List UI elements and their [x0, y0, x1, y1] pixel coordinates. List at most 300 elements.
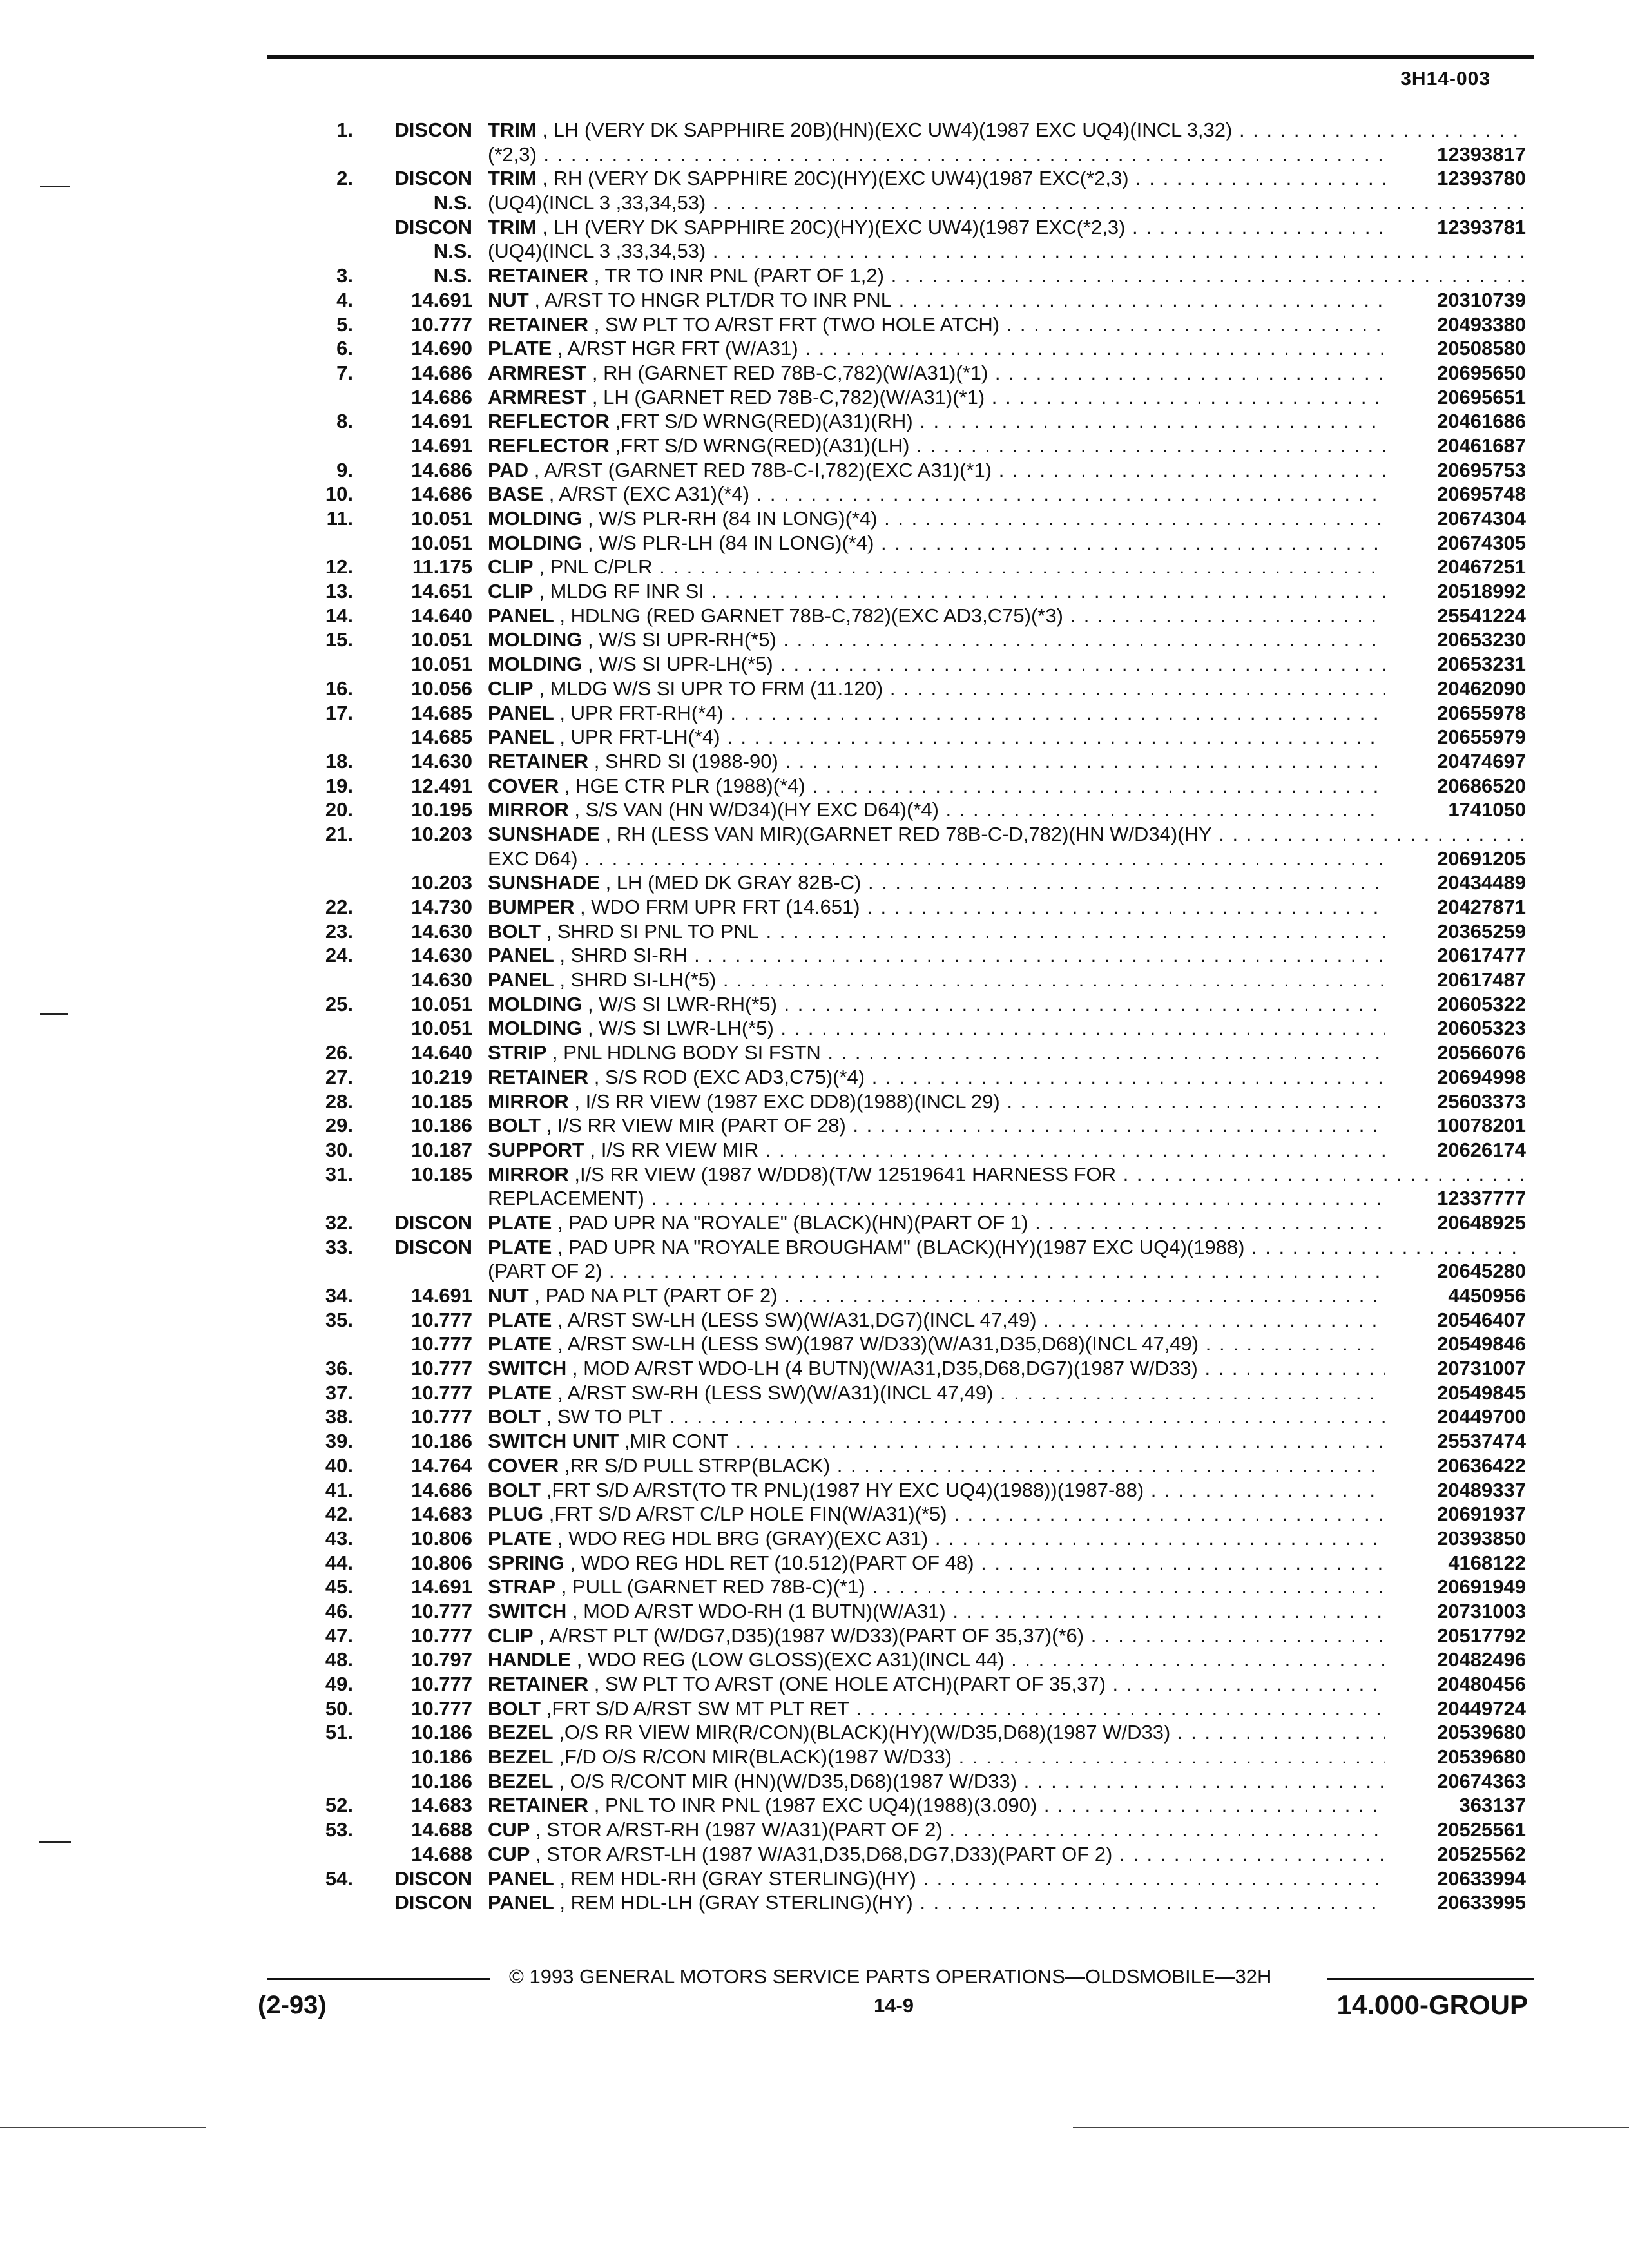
group-code: 14.640: [411, 1041, 472, 1064]
part-number: 25603373: [1391, 1090, 1526, 1114]
part-detail: , HGE CTR PLR (1988)(*4): [564, 774, 805, 797]
parts-row: [258, 385, 1526, 410]
part-name: RETAINER: [488, 749, 589, 773]
part-name: STRAP: [488, 1575, 556, 1599]
item-number: 23.: [325, 919, 353, 943]
group-code: 14.685: [411, 701, 472, 724]
parts-row: [258, 1502, 1526, 1526]
part-number: 20480456: [1391, 1672, 1526, 1696]
part-detail: , SW TO PLT: [546, 1405, 663, 1428]
item-number: 37.: [325, 1381, 353, 1404]
item-number: 25.: [325, 992, 353, 1015]
part-number: 20691949: [1391, 1575, 1526, 1599]
part-number: 20525562: [1391, 1842, 1526, 1867]
part-description: [488, 822, 1526, 847]
parts-row: [258, 1429, 1526, 1454]
part-number: 20695651: [1391, 385, 1526, 410]
group-code: 14.630: [411, 968, 472, 992]
part-detail: , PAD NA PLT (PART OF 2): [534, 1284, 778, 1307]
part-name: PANEL: [488, 701, 554, 724]
scan-edge-line: [1073, 2127, 1629, 2128]
group-code: 10.056: [411, 677, 472, 700]
part-detail: ,FRT S/D WRNG(RED)(A31)(LH): [615, 434, 910, 457]
part-name: REFLECTOR: [488, 434, 610, 457]
part-description: [488, 847, 1385, 871]
part-name: SPRING: [488, 1551, 564, 1574]
part-detail: ,O/S RR VIEW MIR(R/CON)(BLACK)(HY)(W/D35,D68)(1987 W/D33): [559, 1721, 1171, 1744]
part-name: MOLDING: [488, 628, 583, 651]
part-number: 20731003: [1391, 1599, 1526, 1624]
part-name: BOLT: [488, 1405, 541, 1428]
part-number: 20310739: [1391, 288, 1526, 312]
part-detail: , LH (VERY DK SAPPHIRE 20C)(HY)(EXC UW4)(1987 EXC(*2,3): [542, 215, 1126, 238]
item-number: 19.: [325, 774, 353, 797]
item-number: 42.: [325, 1503, 353, 1526]
part-description: [488, 1090, 1385, 1114]
group-code: 10.806: [411, 1526, 472, 1550]
part-number: 20449724: [1391, 1696, 1526, 1721]
part-number: 20695650: [1391, 361, 1526, 385]
item-number: 5.: [336, 312, 353, 336]
part-detail: , PAD UPR NA "ROYALE" (BLACK)(HN)(PART OF 1): [557, 1211, 1028, 1234]
part-description: [488, 1551, 1385, 1575]
part-description: [488, 409, 1385, 434]
part-description: [488, 1526, 1385, 1551]
part-description: [488, 870, 1385, 895]
part-detail: ,FRT S/D A/RST(TO TR PNL)(1987 HY EXC UQ4)(1988))(1987-88): [546, 1478, 1144, 1501]
parts-row: [258, 1720, 1526, 1745]
item-number: 44.: [325, 1551, 353, 1574]
part-description: [488, 1283, 1385, 1308]
part-detail: ,I/S RR VIEW (1987 W/DD8)(T/W 12519641 HARNESS FOR: [574, 1162, 1117, 1186]
group-code: 10.187: [411, 1138, 472, 1161]
group-code: 14.686: [411, 483, 472, 506]
part-name: CLIP: [488, 555, 534, 579]
part-number: 20461686: [1391, 409, 1526, 434]
part-name: PANEL: [488, 604, 554, 627]
parts-row: [258, 482, 1526, 506]
part-detail: , O/S R/CONT MIR (HN)(W/D35,D68)(1987 W/D33): [559, 1769, 1017, 1792]
parts-row: [258, 604, 1526, 628]
group-code: DISCON: [394, 1235, 472, 1258]
part-description: [488, 288, 1385, 312]
part-name: REFLECTOR: [488, 410, 610, 433]
group-code: 10.203: [411, 871, 472, 894]
page-number: 14-9: [874, 1994, 914, 2017]
part-description: [488, 774, 1385, 798]
parts-row: [258, 1090, 1526, 1114]
item-number: 15.: [325, 628, 353, 651]
parts-row: [258, 1308, 1526, 1332]
parts-row: [258, 458, 1526, 483]
group-code: 14.683: [411, 1503, 472, 1526]
parts-row: [258, 1551, 1526, 1575]
parts-row: [258, 1138, 1526, 1162]
part-description: [488, 1041, 1385, 1065]
part-number: 20674305: [1391, 531, 1526, 555]
part-description: [488, 361, 1385, 385]
part-name: SWITCH UNIT: [488, 1430, 619, 1453]
parts-row: [258, 628, 1526, 652]
part-detail: , W/S SI UPR-RH(*5): [588, 628, 776, 651]
part-description: [488, 968, 1385, 992]
part-detail: , RH (VERY DK SAPPHIRE 20C)(HY)(EXC UW4)(1987 EXC(*2,3): [542, 167, 1129, 190]
part-detail: , W/S SI LWR-LH(*5): [588, 1017, 774, 1040]
parts-row: [258, 822, 1526, 847]
group-code: 10.777: [411, 1624, 472, 1647]
item-number: 45.: [325, 1575, 353, 1599]
part-name: BUMPER: [488, 896, 575, 918]
parts-row: [258, 531, 1526, 555]
part-detail: ,FRT S/D A/RST C/LP HOLE FIN(W/A31)(*5): [548, 1503, 947, 1526]
group-code: 14.691: [411, 410, 472, 433]
part-description: [488, 701, 1385, 726]
part-detail: , A/RST (GARNET RED 78B-C-I,782)(EXC A31)(*1): [534, 458, 992, 481]
part-name: RETAINER: [488, 1794, 589, 1817]
part-number: 25541224: [1391, 604, 1526, 628]
group-code: 14.640: [411, 604, 472, 627]
parts-row: [258, 1648, 1526, 1672]
part-number: 20633994: [1391, 1867, 1526, 1891]
part-number: 20691205: [1391, 847, 1526, 871]
part-detail: , LH (MED DK GRAY 82B-C): [605, 871, 862, 894]
parts-row: [258, 1405, 1526, 1429]
document-code: 3H14-003: [1400, 68, 1490, 90]
part-number: 1741050: [1391, 798, 1526, 822]
part-name: BEZEL: [488, 1721, 554, 1744]
item-number: 41.: [325, 1478, 353, 1501]
part-number: 20695748: [1391, 482, 1526, 506]
part-number: 20645280: [1391, 1259, 1526, 1283]
parts-row: [258, 968, 1526, 992]
group-code: 14.630: [411, 749, 472, 773]
part-detail: , SHRD SI-RH: [559, 944, 688, 967]
part-number: 20653230: [1391, 628, 1526, 652]
parts-row: [258, 215, 1526, 240]
part-description: [488, 1842, 1385, 1867]
part-number: 20546407: [1391, 1308, 1526, 1332]
part-description: [488, 1429, 1385, 1454]
part-description: [488, 1211, 1385, 1235]
group-code: 14.686: [411, 1478, 472, 1501]
group-code: 14.690: [411, 337, 472, 360]
group-code: 10.186: [411, 1721, 472, 1744]
part-number: 20508580: [1391, 336, 1526, 361]
parts-row: [258, 895, 1526, 919]
part-detail: , HDLNG (RED GARNET 78B-C,782)(EXC AD3,C75)(*3): [559, 604, 1063, 627]
item-number: 9.: [336, 458, 353, 481]
part-description: [488, 1356, 1385, 1381]
part-number: 12337777: [1391, 1186, 1526, 1211]
part-description: [488, 336, 1385, 361]
group-code: 10.185: [411, 1090, 472, 1113]
part-description: [488, 943, 1385, 968]
group-code: 10.051: [411, 628, 472, 651]
parts-row: [258, 774, 1526, 798]
parts-row: [258, 1259, 1526, 1283]
group-code: 10.777: [411, 1332, 472, 1356]
item-number: 35.: [325, 1308, 353, 1331]
part-name: MIRROR: [488, 1162, 569, 1186]
part-description: [488, 628, 1385, 652]
group-code: N.S.: [433, 191, 472, 215]
parts-row: [258, 677, 1526, 701]
part-number: 12393817: [1391, 142, 1526, 167]
part-detail: , I/S RR VIEW MIR: [590, 1138, 759, 1161]
part-name: BEZEL: [488, 1745, 554, 1769]
item-number: 18.: [325, 749, 353, 773]
part-description: [488, 1867, 1385, 1891]
part-name: COVER: [488, 1454, 559, 1477]
part-description: [488, 385, 1385, 410]
group-code: 14.691: [411, 1575, 472, 1599]
part-name: PLATE: [488, 337, 552, 360]
part-description: [488, 142, 1385, 167]
part-description: [488, 1599, 1385, 1624]
part-detail: ,FRT S/D A/RST SW MT PLT RET: [546, 1696, 849, 1720]
part-number: 20525561: [1391, 1818, 1526, 1842]
parts-row: [258, 1867, 1526, 1891]
group-code: 10.777: [411, 1308, 472, 1331]
parts-row: [258, 336, 1526, 361]
part-name: PLATE: [488, 1308, 552, 1331]
part-number: 20653231: [1391, 652, 1526, 677]
part-detail: , SW PLT TO A/RST FRT (TWO HOLE ATCH): [593, 312, 1000, 336]
group-code: 14.764: [411, 1454, 472, 1477]
part-detail: , I/S RR VIEW MIR (PART OF 28): [546, 1114, 846, 1137]
part-description: [488, 1016, 1385, 1041]
part-description: [488, 1793, 1385, 1818]
part-detail: , LH (VERY DK SAPPHIRE 20B)(HN)(EXC UW4)(1987 EXC UQ4)(INCL 3,32): [542, 119, 1233, 141]
part-name: MOLDING: [488, 507, 583, 530]
part-detail: , PNL C/PLR: [539, 555, 653, 579]
part-name: PANEL: [488, 1891, 554, 1914]
group-code: 14.686: [411, 361, 472, 384]
part-number: 20489337: [1391, 1478, 1526, 1503]
item-number: 1.: [336, 119, 353, 141]
part-number: 20636422: [1391, 1454, 1526, 1478]
part-description: [488, 1624, 1385, 1648]
part-name: MOLDING: [488, 992, 583, 1015]
part-detail: , A/RST TO HNGR PLT/DR TO INR PNL: [534, 288, 892, 311]
group-code: 14.630: [411, 944, 472, 967]
part-number: 12393781: [1391, 215, 1526, 240]
item-number: 6.: [336, 337, 353, 360]
part-description: [488, 555, 1385, 579]
parts-row: [258, 166, 1526, 191]
parts-row: [258, 1381, 1526, 1405]
part-detail: , S/S VAN (HN W/D34)(HY EXC D64)(*4): [574, 798, 939, 822]
part-detail: , SW PLT TO A/RST (ONE HOLE ATCH)(PART OF 35,37): [593, 1673, 1106, 1695]
part-description: [488, 749, 1385, 774]
part-name: CLIP: [488, 677, 534, 700]
group-code: 10.777: [411, 312, 472, 336]
part-number: 20467251: [1391, 555, 1526, 579]
part-number: 20648925: [1391, 1211, 1526, 1235]
part-number: 20493380: [1391, 312, 1526, 337]
part-detail: , W/S SI LWR-RH(*5): [588, 992, 777, 1015]
parts-row: [258, 1283, 1526, 1308]
part-number: 10078201: [1391, 1113, 1526, 1138]
part-description: [488, 1065, 1385, 1090]
part-detail: , MOD A/RST WDO-RH (1 BUTN)(W/A31): [572, 1599, 946, 1622]
part-name: NUT: [488, 1284, 529, 1307]
group-code: 10.051: [411, 531, 472, 554]
part-number: 20674304: [1391, 506, 1526, 531]
part-number: 25537474: [1391, 1429, 1526, 1454]
group-code: 14.691: [411, 434, 472, 457]
part-description: [488, 1381, 1385, 1405]
item-number: 46.: [325, 1599, 353, 1622]
part-name: PANEL: [488, 944, 554, 967]
part-description: [488, 1769, 1385, 1794]
group-label: 14.000-GROUP: [1336, 1990, 1528, 2020]
item-number: 49.: [325, 1673, 353, 1695]
part-name: BOLT: [488, 919, 541, 943]
parts-row: [258, 701, 1526, 726]
part-description: [488, 1575, 1385, 1599]
item-number: 13.: [325, 580, 353, 603]
group-code: 10.777: [411, 1405, 472, 1428]
part-detail: , A/RST HGR FRT (W/A31): [557, 337, 798, 360]
part-description: [488, 1138, 1385, 1162]
part-detail: ,MIR CONT: [624, 1430, 729, 1453]
part-number: 20461687: [1391, 434, 1526, 458]
part-name: TRIM: [488, 167, 537, 190]
part-name: PLATE: [488, 1526, 552, 1550]
part-detail: , A/RST SW-RH (LESS SW)(W/A31)(INCL 47,49): [557, 1381, 994, 1404]
group-code: 14.686: [411, 458, 472, 481]
part-number: 20434489: [1391, 870, 1526, 895]
parts-row: [258, 191, 1526, 215]
part-detail: , W/S SI UPR-LH(*5): [588, 653, 773, 676]
parts-row: [258, 1769, 1526, 1794]
parts-row: [258, 1235, 1526, 1260]
part-name: BOLT: [488, 1696, 541, 1720]
part-name: PAD: [488, 458, 529, 481]
parts-row: [258, 1599, 1526, 1624]
part-detail: , S/S ROD (EXC AD3,C75)(*4): [593, 1065, 865, 1088]
part-name: TRIM: [488, 119, 537, 141]
part-detail: (PART OF 2): [488, 1260, 602, 1283]
part-description: [488, 458, 1385, 483]
parts-row: [258, 943, 1526, 968]
item-number: 29.: [325, 1114, 353, 1137]
group-code: 10.051: [411, 1017, 472, 1040]
part-detail: , PAD UPR NA "ROYALE BROUGHAM" (BLACK)(HY)(1987 EXC UQ4)(1988): [557, 1235, 1245, 1258]
part-description: [488, 1745, 1385, 1769]
part-name: CUP: [488, 1842, 530, 1865]
item-number: 28.: [325, 1090, 353, 1113]
part-description: [488, 1478, 1385, 1503]
part-description: [488, 191, 1526, 215]
copyright-notice: © 1993 GENERAL MOTORS SERVICE PARTS OPERATIONS—OLDSMOBILE—32H: [509, 1965, 1272, 1988]
part-description: [488, 118, 1526, 142]
part-description: [488, 1259, 1385, 1283]
group-code: 10.777: [411, 1673, 472, 1695]
part-name: MOLDING: [488, 1017, 583, 1040]
part-detail: (*2,3): [488, 142, 537, 166]
part-number: 20365259: [1391, 919, 1526, 944]
parts-row: [258, 652, 1526, 677]
part-name: SWITCH: [488, 1599, 567, 1622]
item-number: 16.: [325, 677, 353, 700]
parts-row: [258, 1113, 1526, 1138]
group-code: 11.175: [412, 555, 472, 579]
part-detail: , A/RST SW-LH (LESS SW)(W/A31,DG7)(INCL 47,49): [557, 1308, 1037, 1331]
part-number: 20566076: [1391, 1041, 1526, 1065]
part-description: [488, 992, 1385, 1017]
parts-row: [258, 1526, 1526, 1551]
part-detail: EXC D64): [488, 847, 578, 870]
item-number: 36.: [325, 1357, 353, 1380]
part-detail: , WDO REG (LOW GLOSS)(EXC A31)(INCL 44): [576, 1648, 1005, 1671]
part-number: 20674363: [1391, 1769, 1526, 1794]
group-code: 14.691: [411, 1284, 472, 1307]
part-number: 20617477: [1391, 943, 1526, 968]
group-code: 10.797: [411, 1648, 472, 1671]
group-code: 10.051: [411, 992, 472, 1015]
part-number: 20427871: [1391, 895, 1526, 919]
group-code: DISCON: [394, 215, 472, 238]
part-number: 20605322: [1391, 992, 1526, 1017]
part-number: 20691937: [1391, 1502, 1526, 1526]
part-detail: , RH (GARNET RED 78B-C,782)(W/A31)(*1): [592, 361, 988, 384]
part-number: 20617487: [1391, 968, 1526, 992]
part-name: ARMREST: [488, 385, 587, 408]
item-number: 43.: [325, 1526, 353, 1550]
parts-row: [258, 264, 1526, 288]
part-detail: , W/S PLR-RH (84 IN LONG)(*4): [588, 507, 878, 530]
part-name: CLIP: [488, 1624, 534, 1647]
part-name: SWITCH: [488, 1357, 567, 1380]
item-number: 32.: [325, 1211, 353, 1234]
part-detail: , MLDG RF INR SI: [539, 580, 704, 603]
part-name: COVER: [488, 774, 559, 797]
group-code: 10.186: [411, 1745, 472, 1769]
item-number: 51.: [325, 1721, 353, 1744]
part-detail: , PULL (GARNET RED 78B-C)(*1): [561, 1575, 865, 1599]
part-description: [488, 677, 1385, 701]
item-number: 31.: [325, 1162, 353, 1186]
part-name: PANEL: [488, 968, 554, 992]
part-name: MOLDING: [488, 531, 583, 554]
group-code: 10.186: [411, 1114, 472, 1137]
part-number: 20694998: [1391, 1065, 1526, 1090]
part-name: PLATE: [488, 1332, 552, 1356]
part-name: HANDLE: [488, 1648, 572, 1671]
part-detail: , I/S RR VIEW (1987 EXC DD8)(1988)(INCL 29): [574, 1090, 1000, 1113]
group-code: 10.203: [411, 822, 472, 845]
group-code: 10.195: [411, 798, 472, 822]
part-detail: , WDO REG HDL BRG (GRAY)(EXC A31): [557, 1526, 929, 1550]
part-description: [488, 1186, 1385, 1211]
part-description: [488, 1162, 1526, 1187]
parts-row: [258, 1041, 1526, 1065]
parts-row: [258, 239, 1526, 264]
item-number: 52.: [325, 1794, 353, 1817]
part-name: RETAINER: [488, 1065, 589, 1088]
part-number: 4168122: [1391, 1551, 1526, 1575]
part-description: [488, 506, 1385, 531]
part-name: STRIP: [488, 1041, 547, 1064]
part-number: 20549845: [1391, 1381, 1526, 1405]
part-name: PANEL: [488, 1867, 554, 1890]
part-detail: ,RR S/D PULL STRP(BLACK): [564, 1454, 831, 1477]
group-code: 10.051: [411, 653, 472, 676]
parts-row: [258, 1162, 1526, 1187]
group-code: 14.688: [411, 1818, 472, 1841]
